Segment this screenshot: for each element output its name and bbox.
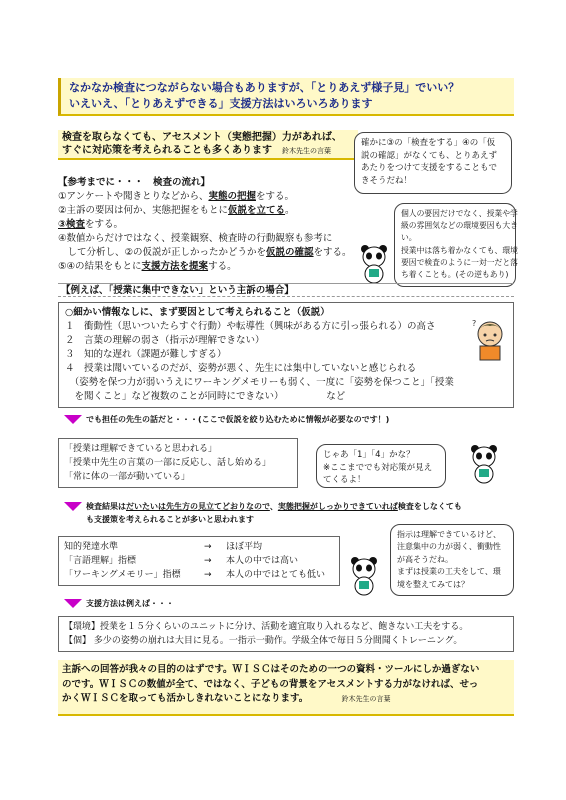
boy-thinking-icon [470,318,510,362]
panda-mascot-icon [360,244,388,284]
reference-steps [58,176,352,274]
panda-mascot-icon [470,444,498,484]
example-title: 【例えば、「授業に集中できない」という主訴の場合】 [58,283,514,297]
speech-bubble-check: 確かに③の「検査をする」④の「仮 説の確認」がなくても、とりあえず あたりをつけて支援をすることもで きそうだね！ [354,132,512,194]
header-banner [58,78,514,116]
arrow-note-3: 支援方法は例えば・・・ [64,598,174,610]
arrow-note-2: 検査結果はだいたいは先生方の見立てどおりなので、実態把握がしっかりできていれば検査をしなくても も支援策を考えられることが多いと思われます [64,500,462,526]
speech-bubble-environment: 個人の要因だけでなく、授業や学 級の雰囲気などの環境要因も大き い。 授業中は落ち着かなくても、環境 要因で検査のように一対一だと落 ち着くことも。(その逆もあり) [394,203,516,287]
panda-mascot-icon [350,556,378,596]
support-methods-box: 【環境】授業を１５分くらいのユニットに分け、活動を適宜取り入れるなど、飽きない工夫をする。 【個】 多少の姿勢の崩れは大目に見る。一指示一動作。学級全体で毎日５分間聞くトレーニング。 [58,616,514,652]
reference-heading: 【参考までに・・・ 検査の流れ】 [58,177,211,188]
result-row-2: 「言語理解」指標 → 本人の中では高い [64,556,299,566]
step-4b: して分析し、②の仮説が正しかったかどうかを仮説の確認をする。 [58,247,352,258]
intro-box [58,130,358,160]
intro-line-2: すぐに対応策を考えられることも多くあります 鈴木先生の言葉 [62,145,331,156]
intro-signature: 鈴木先生の言葉 [282,147,331,155]
speech-bubble-hypothesis: じゃあ「1」「4」かな？ ※ここまででも対応策が見え てくるよ！ [316,444,446,488]
teacher-report-box: 「授業は理解できていると思われる」 「授業中先生の言葉の一部に反応し、話し始める」 「常に体の一部が動いている」 [58,438,298,488]
banner-line-2: いえいえ、「とりあえずできる」支援方法はいろいろあります [69,97,373,110]
svg-text:?: ? [472,319,477,328]
test-results-box [58,536,340,586]
footer-signature: 鈴木先生の言葉 [341,695,391,703]
footer-note: 主訴への回答が我々の目的のはずです。ＷＩＳＣはそのための一つの資料・ツールにしか過ぎない のです。ＷＩＳＣの数値が全て、ではなく、子どもの背景をアセスメントする力がなければ、せっ かくＷＩＳＣを取っても活かしきれないことになります。 鈴木先生の言葉 [58,660,514,716]
speech-bubble-advice: 指示は理解できているけど、 注意集中の力が弱く、衝動性 が高そうだね。 まずは授業の工夫をして、環 境を整えてみては？ [390,524,514,596]
intro-line-1: 検査を取らなくても、アセスメント（実態把握）力があれば、 [62,132,342,143]
hypothesis-box: ○細かい情報なしに、まず要因として考えられること（仮説） １ 衝動性（思いついたらすぐ行動）や転導性（興味がある方に引っ張られる）の高さ ２ 言葉の理解の弱さ（指示が理解できない） ３ 知的な遅れ（課題が難しすぎる） ４ 授業は聞いているのだが、姿勢が悪く、先生には集中していないと感じられる （姿勢を保つ力が弱いうえにワーキングメモリーも弱く、一度に「姿勢を保つこと」「授業 を聞くこと」など複数のことが同時にできない） など [58,302,514,408]
step-2: ②主訴の要因は何か、実態把握をもとに仮説を立てる。 [58,205,295,216]
step-4a: ④数値からだけではなく、授業観察、検査時の行動観察も参考に [58,233,333,244]
step-1: ①アンケートや聞きとりなどから、実態の把握をする。 [58,191,294,202]
down-arrow-icon [64,415,82,424]
step-5: ⑤④の結果をもとに支援方法を提案する。 [58,261,237,272]
result-row-1: 知的発達水準 → ほぼ平均 [64,542,263,552]
result-row-3: 「ワーキングメモリー」指標 → 本人の中ではとても低い [64,570,326,580]
down-arrow-icon [64,599,82,608]
down-arrow-icon [64,502,82,511]
banner-line-1: なかなか検査につながらない場合もありますが、「とりあえず様子見」でいい？ [69,81,460,94]
arrow-note-1: でも担任の先生の話だと・・・(ここで仮説を絞り込むために情報が必要なのです！) [64,414,389,426]
step-3: ③検査をする。 [58,219,124,230]
